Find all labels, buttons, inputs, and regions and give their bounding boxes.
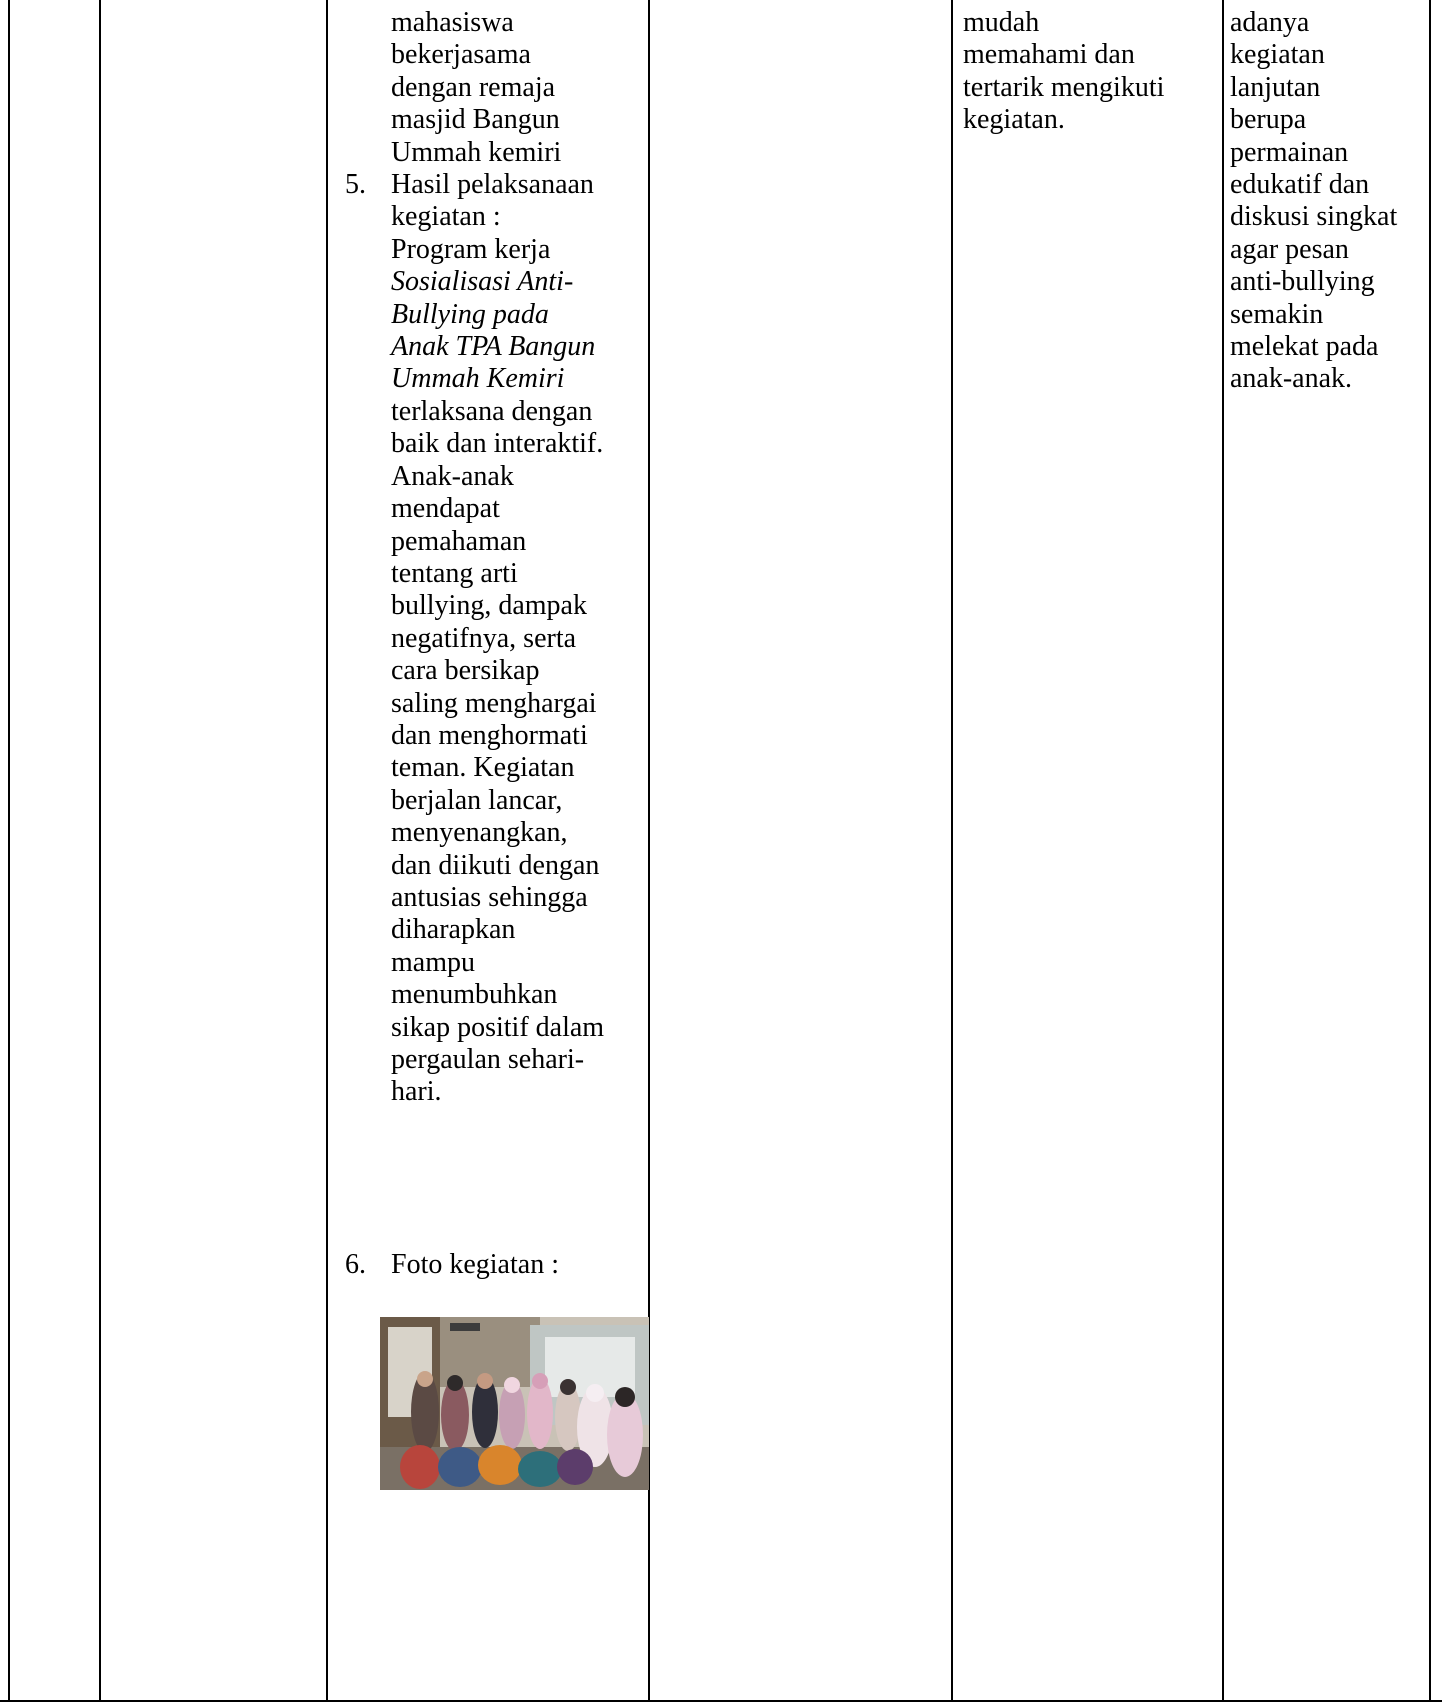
list-item-body [391, 169, 604, 1109]
lead-text [391, 7, 645, 169]
text-line: berjalan lancar, [391, 784, 563, 816]
group-photo-image [380, 1317, 649, 1490]
text-line: agar pesan [1230, 233, 1349, 265]
column-divider-1 [99, 0, 101, 1702]
text-line: baik dan interaktif. [391, 428, 604, 460]
list-number: 5. [345, 169, 366, 201]
follow-up-cell [1230, 7, 1426, 396]
text-line: kegiatan : [391, 201, 501, 233]
list-item-body [391, 1249, 559, 1281]
text-line: mahasiswa [391, 7, 514, 38]
activity-description-cell [345, 7, 645, 1283]
text-line: pemahaman [391, 525, 527, 557]
text-line: anak-anak. [1230, 363, 1353, 395]
text-line: memahami dan [963, 39, 1135, 71]
text-line: saling menghargai [391, 687, 597, 719]
text-line: menyenangkan, [391, 817, 568, 849]
text-line: tentang arti [391, 557, 518, 589]
column-divider-4 [951, 0, 953, 1702]
text-line: Ummah kemiri [391, 136, 562, 168]
text-line: permainan [1230, 136, 1349, 168]
text-line: adanya [1230, 7, 1310, 38]
text-line: diskusi singkat [1230, 201, 1398, 233]
text-line: Foto kegiatan : [391, 1249, 559, 1281]
text-line: tertarik mengikuti [963, 71, 1165, 103]
table-border-left [8, 0, 10, 1702]
text-line: Hasil pelaksanaan [391, 169, 594, 201]
text-line: sikap positif dalam [391, 1011, 605, 1043]
text-line: cara bersikap [391, 655, 540, 687]
text-line: teman. Kegiatan [391, 752, 575, 784]
text-line: dengan remaja [391, 71, 556, 103]
text-line: negatifnya, serta [391, 622, 577, 654]
text-line: mendapat [391, 493, 500, 525]
text-line: pergaulan sehari- [391, 1044, 585, 1075]
text-line: diharapkan [391, 914, 516, 946]
column-divider-5 [1222, 0, 1224, 1702]
text-line: berupa [1230, 104, 1307, 136]
program-title-line: Bullying pada [391, 298, 549, 330]
text-line: Program kerja [391, 233, 551, 265]
text-line: mampu [391, 946, 475, 978]
outcome-cell [963, 7, 1218, 137]
text-line: lanjutan [1230, 71, 1321, 103]
text-line: bullying, dampak [391, 590, 587, 622]
text-line: melekat pada [1230, 331, 1379, 363]
program-title-line: Ummah Kemiri [391, 363, 565, 395]
text-line: semakin [1230, 298, 1324, 330]
text-line: edukatif dan [1230, 169, 1370, 201]
text-line: antusias sehingga [391, 881, 588, 913]
text-line: mudah [963, 7, 1040, 38]
text-line: anti-bullying [1230, 266, 1375, 298]
text-line: kegiatan. [963, 104, 1065, 136]
text-line: Anak-anak [391, 460, 514, 492]
list-item-5 [345, 169, 645, 1249]
text-line: terlaksana dengan [391, 395, 593, 427]
list-item-6 [345, 1249, 645, 1283]
column-divider-2 [326, 0, 328, 1702]
text-line: menumbuhkan [391, 979, 558, 1011]
text-line: dan menghormati [391, 719, 588, 751]
text-line: kegiatan [1230, 39, 1325, 71]
text-line: hari. [391, 1076, 442, 1108]
program-title-line: Anak TPA Bangun [391, 331, 596, 363]
program-title-line: Sosialisasi Anti- [391, 266, 574, 298]
text-line: bekerjasama [391, 39, 531, 71]
table-border-right [1429, 0, 1431, 1702]
text-line: masjid Bangun [391, 104, 560, 136]
text-line: dan diikuti dengan [391, 849, 600, 881]
activity-photo [380, 1317, 649, 1490]
list-number: 6. [345, 1249, 366, 1281]
